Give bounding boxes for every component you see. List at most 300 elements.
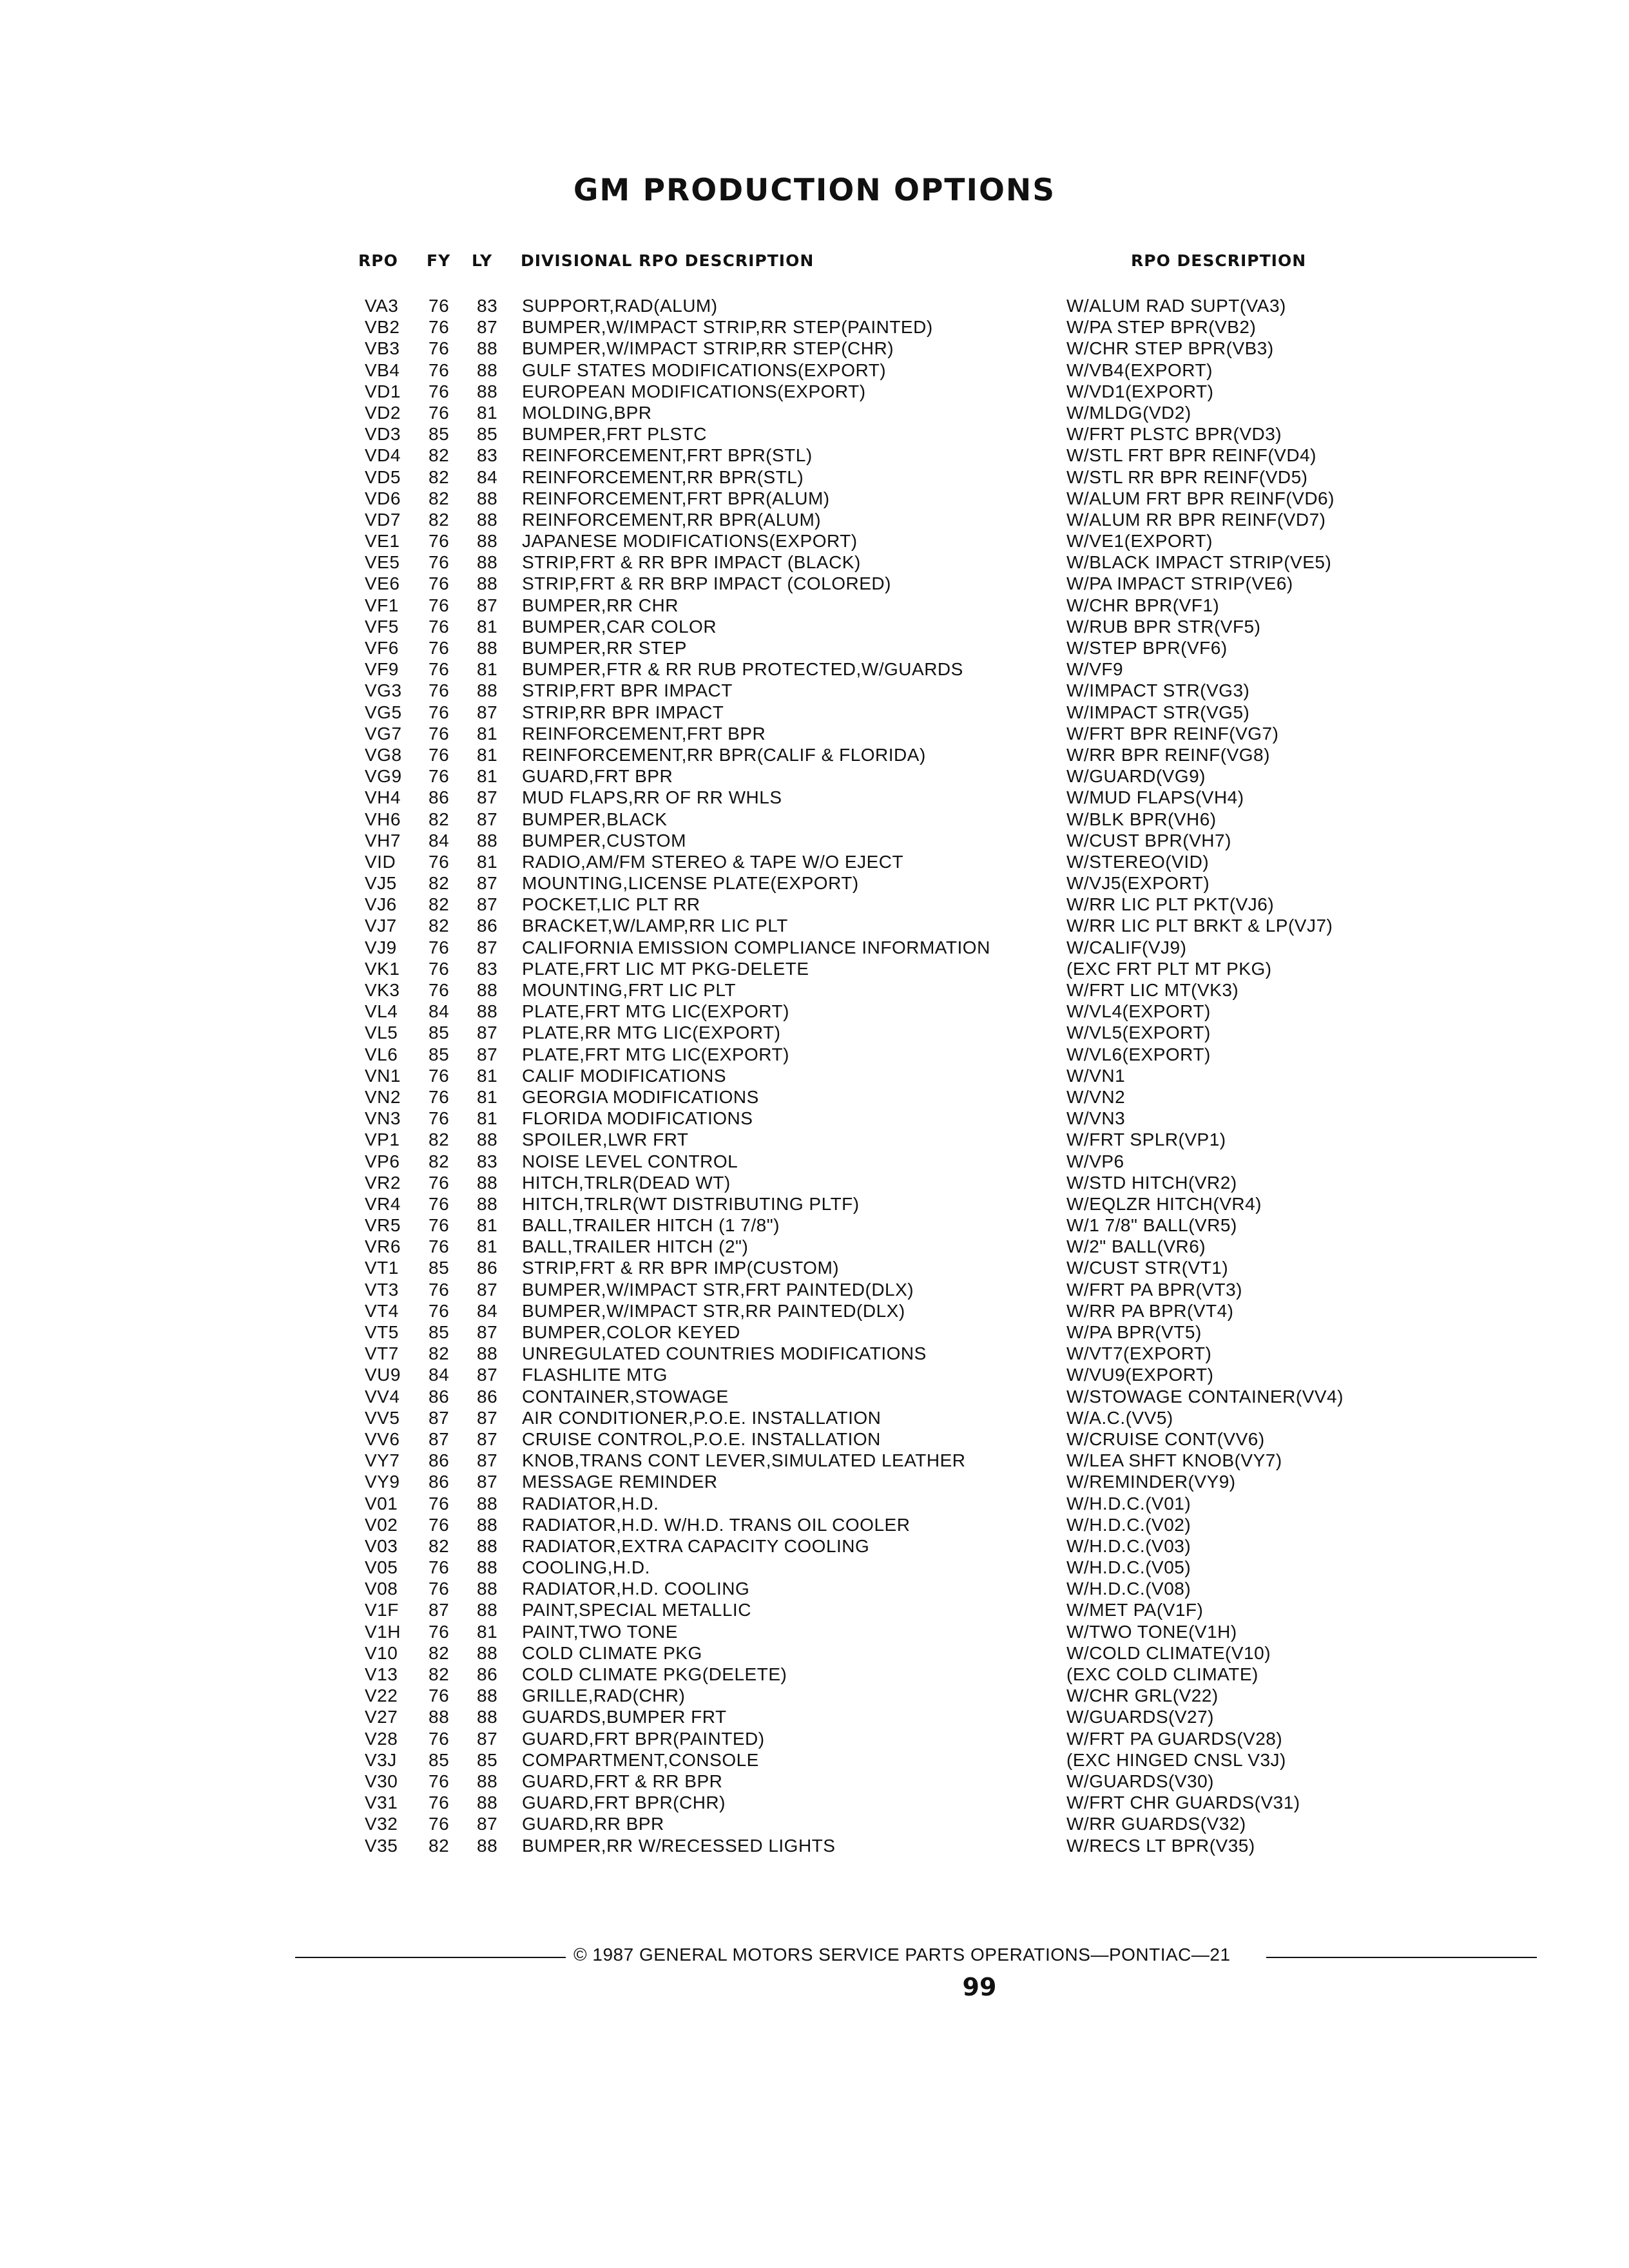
table-row: [0, 1621, 1629, 1642]
divisional-description: BUMPER,W/IMPACT STR,RR PAINTED(DLX): [522, 1300, 905, 1321]
divisional-description: PLATE,FRT MTG LIC(EXPORT): [522, 1001, 789, 1022]
first-year: 82: [429, 1151, 450, 1171]
rpo-description: W/MET PA(V1F): [1066, 1600, 1204, 1620]
table-row: [0, 1172, 1629, 1193]
divisional-description: EUROPEAN MODIFICATIONS(EXPORT): [522, 381, 866, 401]
divisional-description: STRIP,FRT & RR BRP IMPACT (COLORED): [522, 573, 891, 594]
divisional-description: BRACKET,W/LAMP,RR LIC PLT: [522, 916, 788, 936]
table-row: [0, 1086, 1629, 1108]
rpo-description: W/VN2: [1066, 1086, 1126, 1107]
first-year: 84: [429, 1365, 450, 1385]
rpo-code: VJ6: [365, 894, 397, 915]
last-year: 88: [477, 1172, 498, 1193]
header-rpo-description: RPO DESCRIPTION: [1131, 251, 1307, 270]
first-year: 76: [429, 1728, 450, 1749]
rpo-code: VF6: [365, 638, 399, 658]
rpo-code: VY9: [365, 1472, 400, 1492]
table-row: [0, 1343, 1629, 1364]
last-year: 81: [477, 766, 498, 787]
divisional-description: BUMPER,FTR & RR RUB PROTECTED,W/GUARDS: [522, 659, 963, 680]
rpo-code: VN1: [365, 1065, 401, 1086]
divisional-description: BUMPER,CUSTOM: [522, 830, 686, 850]
divisional-description: BUMPER,W/IMPACT STR,FRT PAINTED(DLX): [522, 1279, 914, 1300]
rpo-description: W/H.D.C.(V01): [1066, 1493, 1191, 1514]
rpo-description: W/PA IMPACT STRIP(VE6): [1066, 573, 1293, 594]
options-table: [0, 295, 1629, 1856]
first-year: 76: [429, 1086, 450, 1107]
table-row: [0, 1450, 1629, 1471]
table-row: [0, 1728, 1629, 1749]
table-row: [0, 1364, 1629, 1385]
rpo-description: W/COLD CLIMATE(V10): [1066, 1642, 1271, 1663]
first-year: 76: [429, 958, 450, 979]
rpo-code: V30: [365, 1771, 398, 1791]
first-year: 76: [429, 338, 450, 359]
rpo-description: W/H.D.C.(V02): [1066, 1514, 1191, 1535]
last-year: 87: [477, 1728, 498, 1749]
last-year: 87: [477, 1044, 498, 1064]
rpo-code: V13: [365, 1664, 398, 1684]
first-year: 76: [429, 1579, 450, 1599]
last-year: 83: [477, 1151, 498, 1171]
rpo-description: W/FRT CHR GUARDS(V31): [1066, 1792, 1300, 1813]
first-year: 76: [429, 1621, 450, 1642]
first-year: 87: [429, 1407, 450, 1428]
rpo-code: V28: [365, 1728, 398, 1749]
first-year: 82: [429, 445, 450, 466]
first-year: 76: [429, 317, 450, 338]
table-row: [0, 1771, 1629, 1792]
rpo-description: W/REMINDER(VY9): [1066, 1472, 1236, 1492]
divisional-description: GUARD,FRT BPR(PAINTED): [522, 1728, 765, 1749]
first-year: 76: [429, 1172, 450, 1193]
divisional-description: HITCH,TRLR(WT DISTRIBUTING PLTF): [522, 1193, 860, 1214]
rpo-code: V22: [365, 1686, 398, 1706]
last-year: 88: [477, 1707, 498, 1727]
divisional-description: PLATE,FRT MTG LIC(EXPORT): [522, 1044, 789, 1064]
rpo-code: VE6: [365, 573, 400, 594]
table-row: [0, 894, 1629, 915]
first-year: 82: [429, 1664, 450, 1684]
table-row: [0, 872, 1629, 894]
divisional-description: REINFORCEMENT,RR BPR(CALIF & FLORIDA): [522, 744, 926, 765]
first-year: 82: [429, 1835, 450, 1856]
last-year: 81: [477, 851, 498, 872]
header-ly: LY: [472, 251, 493, 270]
first-year: 76: [429, 1065, 450, 1086]
divisional-description: PLATE,FRT LIC MT PKG-DELETE: [522, 958, 809, 979]
first-year: 76: [429, 1771, 450, 1791]
rpo-description: W/RECS LT BPR(V35): [1066, 1835, 1255, 1856]
divisional-description: BUMPER,W/IMPACT STRIP,RR STEP(PAINTED): [522, 317, 933, 338]
rpo-description: W/IMPACT STR(VG5): [1066, 702, 1250, 722]
last-year: 83: [477, 296, 498, 316]
rpo-description: W/RR PA BPR(VT4): [1066, 1300, 1234, 1321]
divisional-description: MOUNTING,FRT LIC PLT: [522, 980, 737, 1000]
first-year: 85: [429, 424, 450, 445]
table-row: [0, 552, 1629, 573]
last-year: 88: [477, 531, 498, 552]
rpo-code: VH4: [365, 787, 401, 808]
first-year: 82: [429, 1535, 450, 1556]
table-row: [0, 809, 1629, 830]
rpo-code: VL6: [365, 1044, 398, 1064]
rpo-code: VJ7: [365, 916, 397, 936]
table-row: [0, 702, 1629, 723]
divisional-description: MESSAGE REMINDER: [522, 1472, 718, 1492]
table-row: [0, 979, 1629, 1001]
rpo-code: VT5: [365, 1322, 399, 1342]
table-row: [0, 1471, 1629, 1492]
last-year: 84: [477, 1300, 498, 1321]
table-row: [0, 616, 1629, 637]
divisional-description: HITCH,TRLR(DEAD WT): [522, 1172, 731, 1193]
page-number: 99: [962, 1973, 997, 2001]
last-year: 88: [477, 1771, 498, 1791]
rpo-description: W/VN3: [1066, 1108, 1126, 1129]
rpo-code: VN3: [365, 1108, 401, 1129]
rpo-description: W/VL6(EXPORT): [1066, 1044, 1211, 1064]
footer-copyright: © 1987 GENERAL MOTORS SERVICE PARTS OPERATIONS—PONTIAC—21: [574, 1945, 1231, 1965]
divisional-description: GULF STATES MODIFICATIONS(EXPORT): [522, 360, 887, 380]
rpo-description: W/MLDG(VD2): [1066, 402, 1191, 423]
last-year: 81: [477, 1086, 498, 1107]
last-year: 88: [477, 1792, 498, 1813]
last-year: 88: [477, 1001, 498, 1022]
table-row: [0, 1792, 1629, 1813]
first-year: 82: [429, 1642, 450, 1663]
divisional-description: GUARD,FRT BPR(CHR): [522, 1792, 726, 1813]
rpo-description: W/CHR BPR(VF1): [1066, 595, 1220, 615]
rpo-code: VG9: [365, 766, 402, 787]
rpo-code: VR5: [365, 1215, 401, 1236]
first-year: 84: [429, 1001, 450, 1022]
divisional-description: BUMPER,FRT PLSTC: [522, 424, 708, 445]
first-year: 76: [429, 1514, 450, 1535]
divisional-description: REINFORCEMENT,RR BPR(ALUM): [522, 509, 822, 530]
rpo-description: W/CUST BPR(VH7): [1066, 830, 1231, 850]
last-year: 88: [477, 1514, 498, 1535]
rpo-description: W/H.D.C.(V05): [1066, 1557, 1191, 1578]
first-year: 82: [429, 809, 450, 829]
divisional-description: GUARD,FRT BPR: [522, 766, 673, 787]
divisional-description: COLD CLIMATE PKG: [522, 1642, 702, 1663]
table-row: [0, 958, 1629, 979]
table-row: [0, 851, 1629, 872]
divisional-description: RADIATOR,H.D.: [522, 1493, 659, 1514]
rpo-code: VD4: [365, 445, 401, 466]
table-row: [0, 423, 1629, 445]
rpo-description: W/VL4(EXPORT): [1066, 1001, 1211, 1022]
rpo-description: W/FRT SPLR(VP1): [1066, 1129, 1226, 1150]
rpo-code: VT7: [365, 1343, 399, 1364]
rpo-description: W/1 7/8" BALL(VR5): [1066, 1215, 1237, 1236]
last-year: 88: [477, 680, 498, 701]
first-year: 76: [429, 1215, 450, 1236]
table-row: [0, 1706, 1629, 1727]
rpo-description: W/VN1: [1066, 1065, 1126, 1086]
rpo-code: VG3: [365, 680, 402, 701]
last-year: 87: [477, 317, 498, 338]
rpo-description: W/H.D.C.(V03): [1066, 1535, 1191, 1556]
table-row: [0, 765, 1629, 787]
divisional-description: GUARD,RR BPR: [522, 1814, 664, 1834]
rpo-description: W/PA BPR(VT5): [1066, 1322, 1202, 1342]
divisional-description: FLORIDA MODIFICATIONS: [522, 1108, 753, 1129]
first-year: 76: [429, 1557, 450, 1578]
divisional-description: BALL,TRAILER HITCH (2"): [522, 1236, 749, 1257]
rpo-description: W/PA STEP BPR(VB2): [1066, 317, 1257, 338]
rpo-description: W/STL FRT BPR REINF(VD4): [1066, 445, 1316, 466]
divisional-description: BUMPER,CAR COLOR: [522, 616, 717, 637]
rpo-code: VB2: [365, 317, 400, 338]
last-year: 87: [477, 1428, 498, 1449]
first-year: 86: [429, 787, 450, 808]
rpo-description: W/A.C.(VV5): [1066, 1407, 1173, 1428]
divisional-description: PAINT,TWO TONE: [522, 1621, 678, 1642]
rpo-description: W/FRT LIC MT(VK3): [1066, 980, 1239, 1000]
rpo-code: VB3: [365, 338, 400, 359]
divisional-description: JAPANESE MODIFICATIONS(EXPORT): [522, 531, 858, 552]
first-year: 82: [429, 466, 450, 487]
divisional-description: MUD FLAPS,RR OF RR WHLS: [522, 787, 782, 808]
first-year: 85: [429, 1258, 450, 1278]
rpo-code: V02: [365, 1514, 398, 1535]
rpo-description: W/FRT BPR REINF(VG7): [1066, 723, 1279, 744]
rpo-description: W/RR BPR REINF(VG8): [1066, 744, 1270, 765]
last-year: 81: [477, 744, 498, 765]
last-year: 88: [477, 360, 498, 380]
rpo-description: W/FRT PA BPR(VT3): [1066, 1279, 1242, 1300]
last-year: 88: [477, 552, 498, 573]
rpo-description: W/H.D.C.(V08): [1066, 1579, 1191, 1599]
rpo-description: W/VL5(EXPORT): [1066, 1023, 1211, 1043]
rpo-description: W/CHR STEP BPR(VB3): [1066, 338, 1274, 359]
rpo-code: VE1: [365, 531, 400, 552]
rpo-description: W/VB4(EXPORT): [1066, 360, 1213, 380]
rpo-code: V27: [365, 1707, 398, 1727]
first-year: 85: [429, 1044, 450, 1064]
last-year: 81: [477, 1065, 498, 1086]
first-year: 76: [429, 1193, 450, 1214]
last-year: 87: [477, 809, 498, 829]
header-divisional-description: DIVISIONAL RPO DESCRIPTION: [521, 251, 815, 270]
divisional-description: MOLDING,BPR: [522, 402, 652, 423]
divisional-description: BUMPER,COLOR KEYED: [522, 1322, 740, 1342]
rpo-code: VA3: [365, 296, 399, 316]
rpo-code: VR2: [365, 1172, 401, 1193]
first-year: 76: [429, 1279, 450, 1300]
last-year: 84: [477, 466, 498, 487]
rpo-description: W/RR GUARDS(V32): [1066, 1814, 1246, 1834]
divisional-description: UNREGULATED COUNTRIES MODIFICATIONS: [522, 1343, 927, 1364]
rpo-code: V10: [365, 1642, 398, 1663]
divisional-description: KNOB,TRANS CONT LEVER,SIMULATED LEATHER: [522, 1450, 966, 1471]
table-row: [0, 402, 1629, 423]
last-year: 88: [477, 1600, 498, 1620]
rpo-description: W/ALUM RAD SUPT(VA3): [1066, 296, 1286, 316]
divisional-description: GUARDS,BUMPER FRT: [522, 1707, 727, 1727]
divisional-description: BUMPER,RR W/RECESSED LIGHTS: [522, 1835, 836, 1856]
table-row: [0, 658, 1629, 680]
rpo-description: (EXC FRT PLT MT PKG): [1066, 958, 1272, 979]
last-year: 88: [477, 381, 498, 401]
first-year: 76: [429, 1792, 450, 1813]
divisional-description: POCKET,LIC PLT RR: [522, 894, 700, 915]
rpo-description: W/FRT PLSTC BPR(VD3): [1066, 424, 1282, 445]
table-row: [0, 1193, 1629, 1215]
table-row: [0, 1685, 1629, 1706]
last-year: 87: [477, 1322, 498, 1342]
rpo-code: V1H: [365, 1621, 401, 1642]
first-year: 82: [429, 894, 450, 915]
last-year: 83: [477, 445, 498, 466]
first-year: 76: [429, 980, 450, 1000]
first-year: 85: [429, 1023, 450, 1043]
rpo-description: W/CUST STR(VT1): [1066, 1258, 1229, 1278]
rpo-description: W/2" BALL(VR6): [1066, 1236, 1206, 1257]
rpo-code: VJ5: [365, 873, 397, 894]
divisional-description: BUMPER,RR STEP: [522, 638, 687, 658]
rpo-code: V1F: [365, 1600, 399, 1620]
divisional-description: STRIP,FRT & RR BPR IMP(CUSTOM): [522, 1258, 840, 1278]
rpo-description: W/IMPACT STR(VG3): [1066, 680, 1250, 701]
first-year: 76: [429, 680, 450, 701]
divisional-description: REINFORCEMENT,RR BPR(STL): [522, 466, 804, 487]
divisional-description: BUMPER,RR CHR: [522, 595, 679, 615]
rpo-description: W/BLK BPR(VH6): [1066, 809, 1217, 829]
last-year: 87: [477, 1472, 498, 1492]
rpo-description: W/CALIF(VJ9): [1066, 937, 1187, 957]
table-row: [0, 595, 1629, 616]
table-row: [0, 1835, 1629, 1856]
table-row: [0, 680, 1629, 701]
rpo-description: W/CRUISE CONT(VV6): [1066, 1428, 1265, 1449]
last-year: 85: [477, 1749, 498, 1770]
first-year: 82: [429, 488, 450, 508]
divisional-description: FLASHLITE MTG: [522, 1365, 668, 1385]
last-year: 81: [477, 1215, 498, 1236]
first-year: 84: [429, 830, 450, 850]
rpo-code: VF9: [365, 659, 399, 680]
table-row: [0, 1557, 1629, 1578]
table-row: [0, 381, 1629, 402]
rpo-code: VV6: [365, 1428, 400, 1449]
first-year: 76: [429, 1300, 450, 1321]
last-year: 88: [477, 1193, 498, 1214]
rpo-code: VR4: [365, 1193, 401, 1214]
last-year: 88: [477, 1686, 498, 1706]
last-year: 88: [477, 1557, 498, 1578]
first-year: 76: [429, 360, 450, 380]
first-year: 88: [429, 1707, 450, 1727]
divisional-description: REINFORCEMENT,FRT BPR(ALUM): [522, 488, 830, 508]
last-year: 87: [477, 1407, 498, 1428]
divisional-description: RADIATOR,H.D. W/H.D. TRANS OIL COOLER: [522, 1514, 911, 1535]
rpo-description: W/GUARD(VG9): [1066, 766, 1206, 787]
table-row: [0, 1642, 1629, 1664]
divisional-description: GRILLE,RAD(CHR): [522, 1686, 686, 1706]
last-year: 88: [477, 1835, 498, 1856]
first-year: 76: [429, 573, 450, 594]
header-rpo: RPO: [358, 251, 398, 270]
rpo-description: W/TWO TONE(V1H): [1066, 1621, 1237, 1642]
table-row: [0, 1813, 1629, 1834]
rpo-code: VD7: [365, 509, 401, 530]
table-row: [0, 1407, 1629, 1428]
last-year: 87: [477, 787, 498, 808]
first-year: 76: [429, 1236, 450, 1257]
first-year: 85: [429, 1749, 450, 1770]
table-row: [0, 1664, 1629, 1685]
rpo-description: W/FRT PA GUARDS(V28): [1066, 1728, 1283, 1749]
last-year: 88: [477, 1579, 498, 1599]
divisional-description: STRIP,FRT BPR IMPACT: [522, 680, 733, 701]
rpo-description: W/VP6: [1066, 1151, 1124, 1171]
first-year: 86: [429, 1472, 450, 1492]
last-year: 88: [477, 338, 498, 359]
table-row: [0, 1001, 1629, 1022]
first-year: 76: [429, 595, 450, 615]
rpo-description: W/STD HITCH(VR2): [1066, 1172, 1237, 1193]
first-year: 87: [429, 1600, 450, 1620]
rpo-description: W/VJ5(EXPORT): [1066, 873, 1210, 894]
last-year: 81: [477, 616, 498, 637]
table-row: [0, 915, 1629, 936]
last-year: 87: [477, 1365, 498, 1385]
last-year: 87: [477, 894, 498, 915]
rpo-code: VT1: [365, 1258, 399, 1278]
rpo-code: VID: [365, 851, 396, 872]
table-row: [0, 1514, 1629, 1535]
last-year: 81: [477, 1236, 498, 1257]
table-row: [0, 723, 1629, 744]
last-year: 88: [477, 980, 498, 1000]
rpo-code: VH6: [365, 809, 401, 829]
table-row: [0, 1022, 1629, 1043]
last-year: 88: [477, 1129, 498, 1150]
table-row: [0, 1215, 1629, 1236]
first-year: 76: [429, 1108, 450, 1129]
last-year: 88: [477, 573, 498, 594]
table-row: [0, 937, 1629, 958]
table-row: [0, 1151, 1629, 1172]
table-row: [0, 1108, 1629, 1129]
last-year: 87: [477, 1814, 498, 1834]
table-row: [0, 1321, 1629, 1343]
last-year: 88: [477, 1642, 498, 1663]
divisional-description: GEORGIA MODIFICATIONS: [522, 1086, 759, 1107]
first-year: 85: [429, 1322, 450, 1342]
table-row: [0, 1749, 1629, 1771]
last-year: 87: [477, 1450, 498, 1471]
first-year: 76: [429, 531, 450, 552]
rpo-description: (EXC COLD CLIMATE): [1066, 1664, 1258, 1684]
table-row: [0, 445, 1629, 466]
rpo-description: W/VF9: [1066, 659, 1124, 680]
last-year: 86: [477, 1386, 498, 1407]
divisional-description: MOUNTING,LICENSE PLATE(EXPORT): [522, 873, 859, 894]
rpo-code: VL4: [365, 1001, 398, 1022]
first-year: 76: [429, 723, 450, 744]
last-year: 88: [477, 1493, 498, 1514]
divisional-description: GUARD,FRT & RR BPR: [522, 1771, 723, 1791]
rpo-code: VP6: [365, 1151, 400, 1171]
divisional-description: BUMPER,BLACK: [522, 809, 668, 829]
rpo-description: W/RR LIC PLT BRKT & LP(VJ7): [1066, 916, 1333, 936]
rpo-code: VD2: [365, 402, 401, 423]
footer-rule-left: [295, 1957, 566, 1958]
